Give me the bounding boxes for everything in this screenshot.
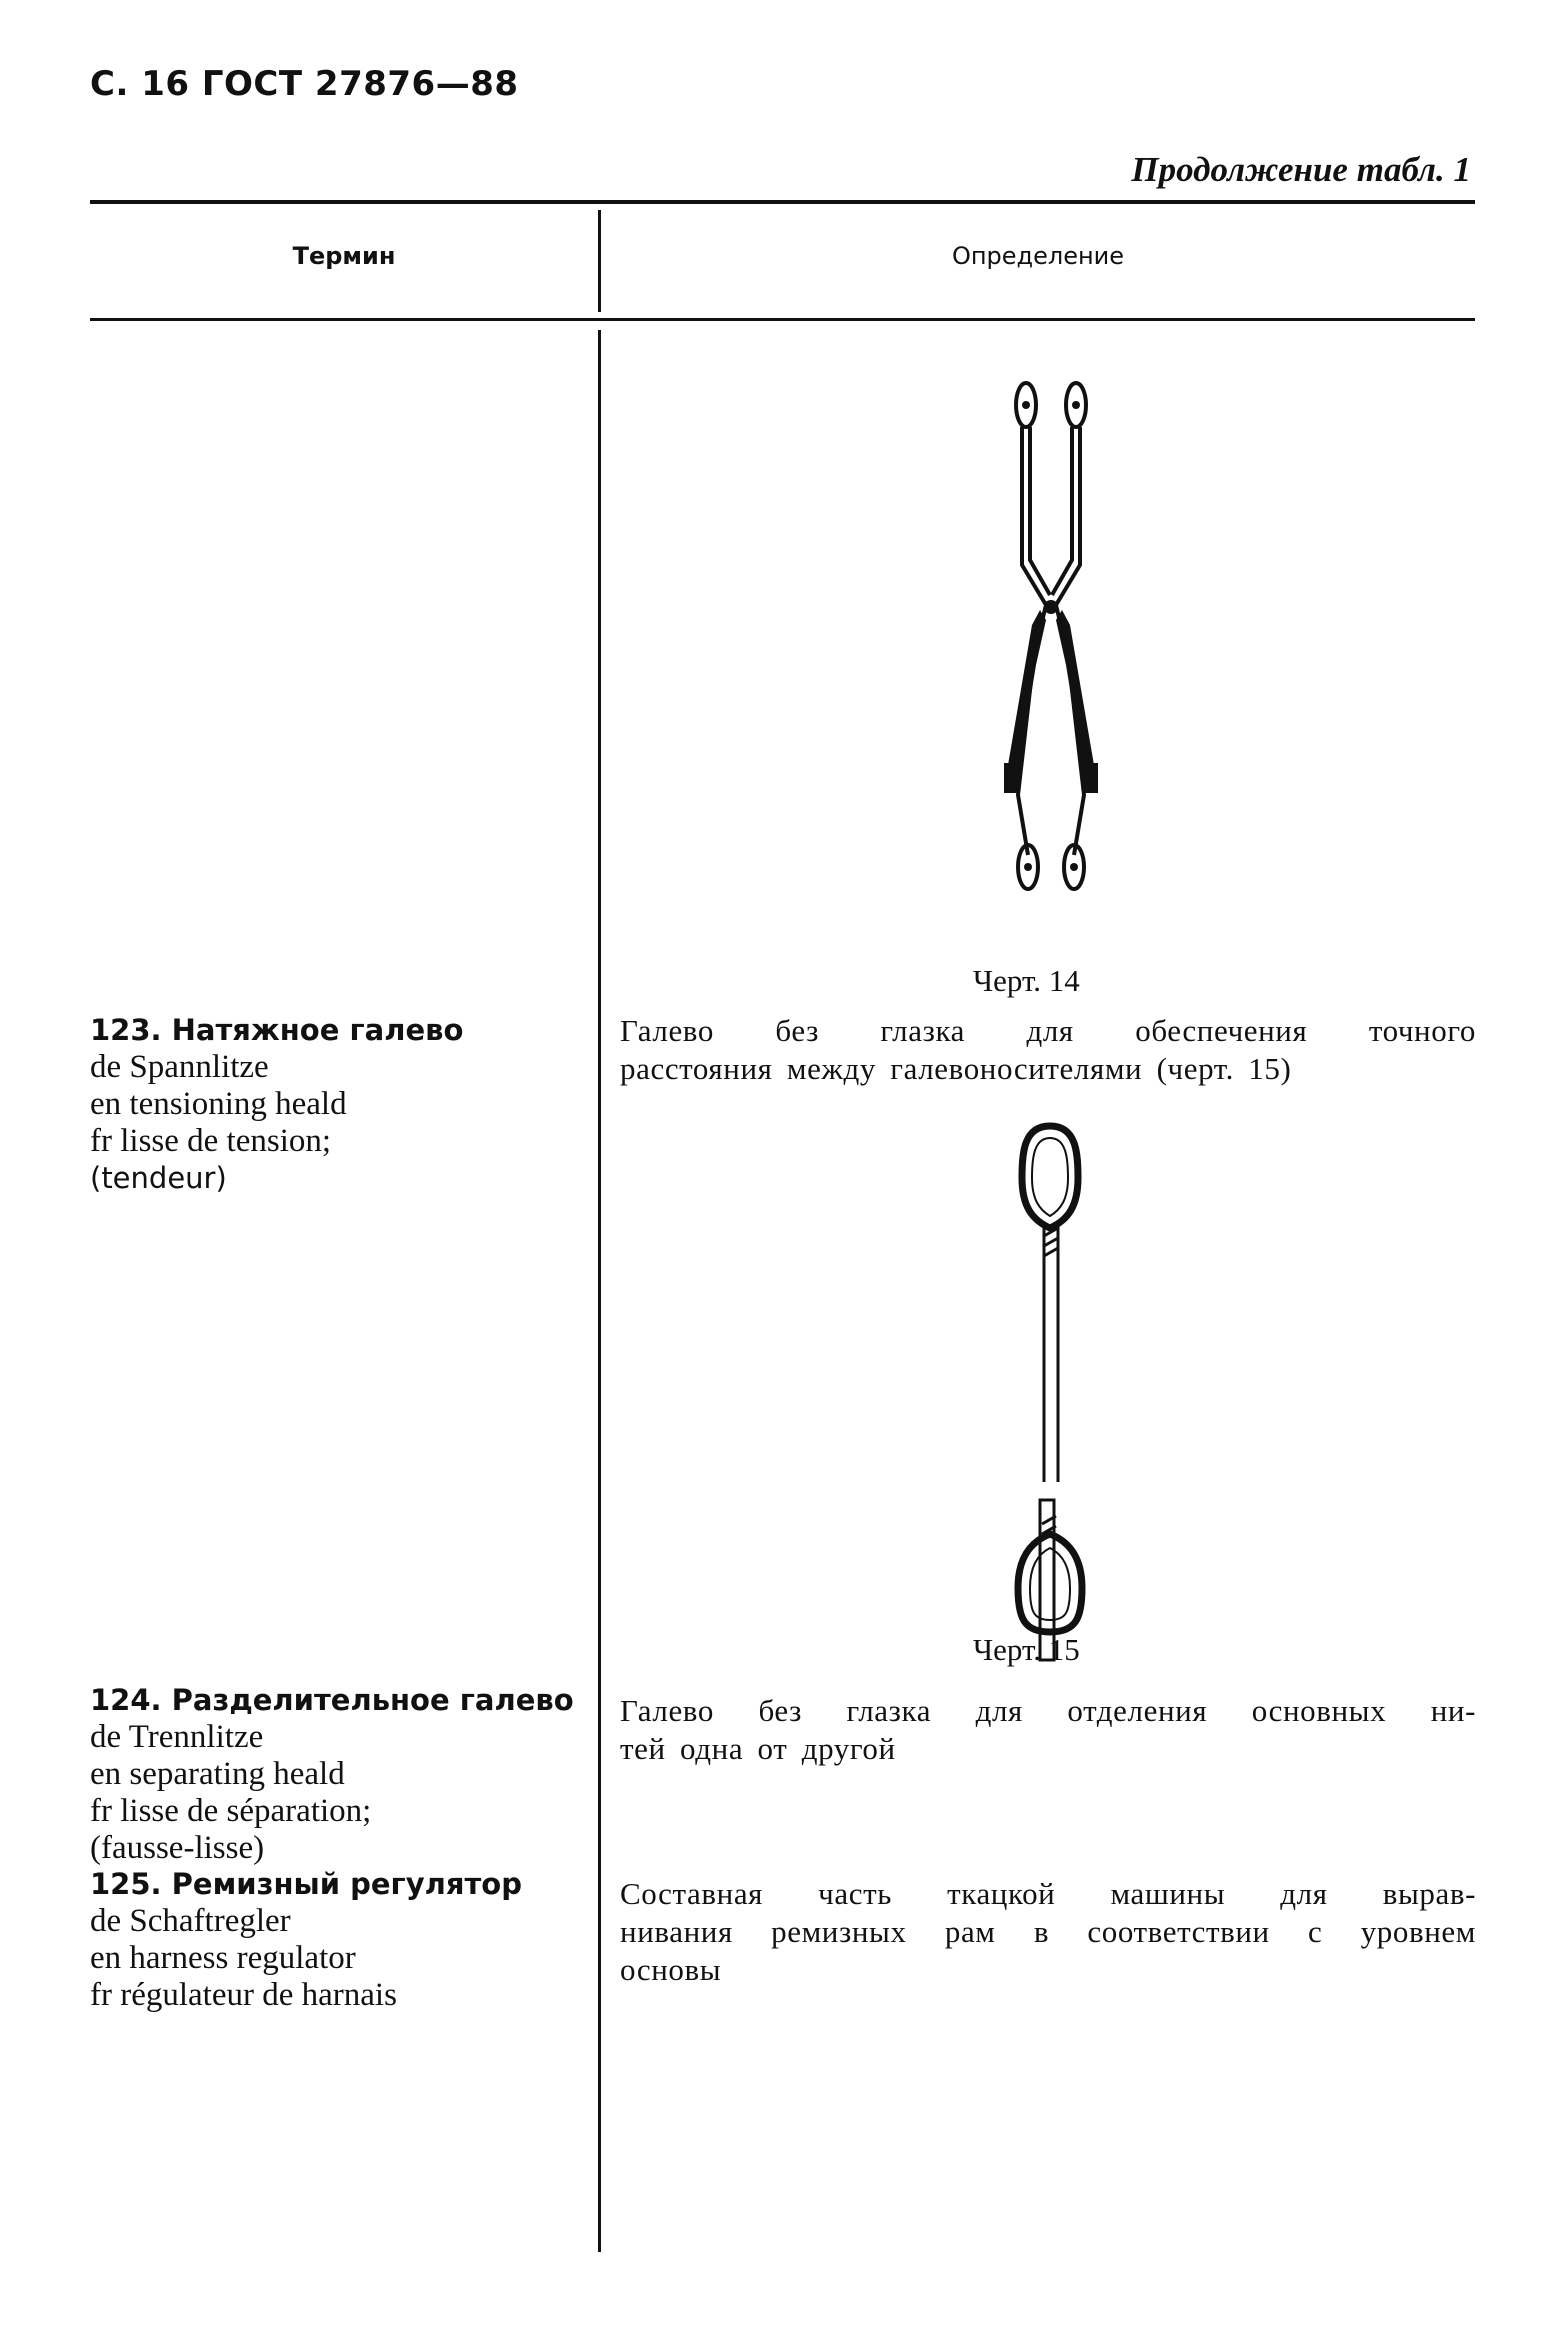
term-124-en: en separating heald (90, 1756, 345, 1792)
figure-15-caption: Черт. 15 (973, 1632, 1080, 1667)
term-124-fr: fr lisse de séparation; (90, 1793, 372, 1829)
fig14-inner-left (1030, 427, 1050, 595)
term-125-de: de Schaftregler (90, 1903, 291, 1939)
fig14-right-clip (1082, 763, 1098, 793)
fig14-top-right-eye-dot (1072, 401, 1080, 409)
definition-123 (620, 1012, 1476, 1088)
fig15-top-loop-inner (1032, 1138, 1068, 1216)
fig14-left-blade (1008, 610, 1046, 775)
fig14-left-clip (1004, 763, 1020, 793)
definition-124 (620, 1692, 1476, 1768)
fig14-top-left-eye-dot (1022, 401, 1030, 409)
fig15-twist-2 (1044, 1238, 1058, 1246)
term-123 (90, 1012, 463, 1197)
fig14-cross-knot (1044, 600, 1058, 614)
fig15-bottom-loop-inner (1030, 1548, 1070, 1620)
figure-15-drawing (1010, 1118, 1090, 1638)
page-header: С. 16 ГОСТ 27876—88 (90, 64, 519, 104)
term-125 (90, 1866, 522, 2014)
definition-125-line1: Составная часть ткацкой машины для вырав- (620, 1876, 1476, 1911)
term-125-fr: fr régulateur de harnais (90, 1977, 397, 2013)
definition-125-line3: основы (620, 1952, 722, 1987)
fig14-inner-right (1052, 427, 1072, 595)
table-continuation-label: Продолжение табл. 1 (1131, 150, 1471, 189)
definition-124-line1: Галево без глазка для отделения основных ни- (620, 1693, 1476, 1728)
fig14-bottom-left-eye-dot (1024, 863, 1032, 871)
table-header-rule (90, 318, 1475, 321)
column-header-term: Термин (292, 242, 396, 270)
term-124-name: 124. Разделительное галево (90, 1683, 574, 1717)
definition-125 (620, 1875, 1476, 1989)
term-123-fr: fr lisse de tension; (90, 1123, 332, 1159)
table-top-rule (90, 200, 1475, 204)
term-123-name: 123. Натяжное галево (90, 1013, 464, 1047)
term-125-en: en harness regulator (90, 1940, 356, 1976)
definition-123-line1: Галево без глазка для обеспечения точного (620, 1013, 1476, 1048)
fig15-upper-shank (1044, 1226, 1058, 1484)
term-124-fr-alt: (fausse-lisse) (90, 1830, 265, 1866)
fig14-bottom-right-eye-dot (1070, 863, 1078, 871)
figure-14-drawing (990, 375, 1110, 895)
term-123-en: en tensioning heald (90, 1086, 347, 1122)
term-124-de: de Trennlitze (90, 1719, 264, 1755)
fig14-right-blade (1056, 610, 1094, 775)
definition-123-line2: расстояния между галевоносителями (черт. 15) (620, 1051, 1292, 1086)
term-124 (90, 1682, 574, 1867)
term-125-name: 125. Ремизный регулятор (90, 1867, 522, 1901)
term-123-fr-alt: (tendeur) (90, 1161, 227, 1195)
term-123-de: de Spannlitze (90, 1049, 269, 1085)
figure-14-caption: Черт. 14 (973, 963, 1080, 998)
fig15-twist-3 (1044, 1248, 1058, 1256)
definition-125-line2: нивания ремизных рам в соответствии с уровнем (620, 1914, 1476, 1949)
definition-124-line2: тей одна от другой (620, 1731, 896, 1766)
fig15-top-loop (1022, 1126, 1078, 1228)
table-column-divider (598, 330, 601, 2252)
column-header-definition: Определение (951, 242, 1125, 270)
